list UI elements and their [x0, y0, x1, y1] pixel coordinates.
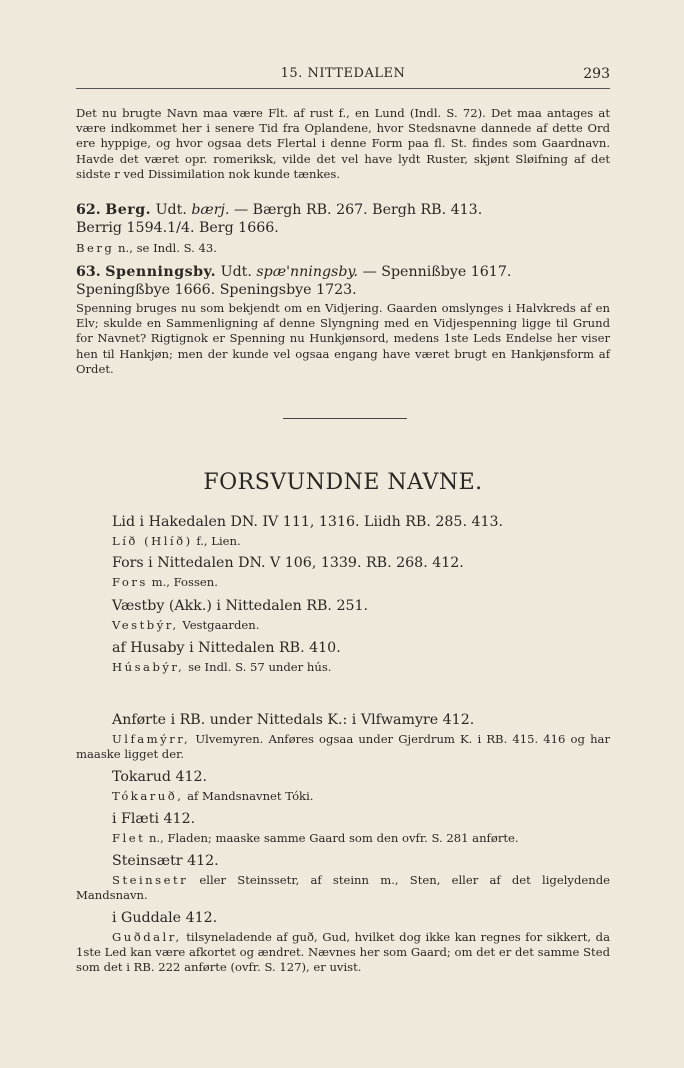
lost-name-main: Lid i Hakedalen DN. IV 111, 1316. Liidh RB. 285. 413.: [112, 514, 504, 530]
lost-name-main: Steinsætr 412.: [112, 853, 219, 869]
etymon: Húsabýr,: [112, 660, 185, 674]
etymon: Ulfamýrr,: [112, 732, 191, 746]
header-rule: [76, 88, 610, 89]
historic-forms: — Spennißbye 1617.: [362, 264, 512, 280]
etymon: Berg: [76, 241, 115, 255]
lost-name-main: Væstby (Akk.) i Nittedalen RB. 251.: [112, 598, 369, 614]
etymon: Vestbýr,: [112, 618, 179, 632]
lost-name-sub: [112, 831, 612, 846]
entry-63-heading: [76, 263, 610, 299]
etymon-note: Ulvemyren. Anføres ogsaa under Gjerdrum K. i RB. 415. 416 og har maaske ligget der.: [76, 732, 610, 761]
running-header: [76, 66, 610, 86]
etymon-note: eller Steinssetr, af steinn m., Sten, eller af det ligelydende Mandsnavn.: [76, 873, 611, 902]
lost-name-sub: [112, 575, 612, 590]
lost-name-main: Fors i Nittedalen DN. V 106, 1339. RB. 268. 412.: [112, 555, 464, 571]
etymon-note: se Indl. S. 57 under hús.: [188, 660, 332, 674]
etymon-note: Vestgaarden.: [182, 618, 260, 632]
etymon: Líð (Hlíð): [112, 534, 193, 548]
etymon: Flet: [112, 831, 146, 845]
pronunciation: spæ'nningsby.: [256, 264, 359, 280]
lost-name-sub: [112, 618, 612, 633]
historic-forms: — Bærgh RB. 267. Bergh RB. 413.: [233, 202, 483, 218]
lost-name-sub: [112, 789, 612, 804]
lost-name-sub: [76, 732, 610, 762]
lost-name-sub: [76, 930, 610, 975]
entry-63-paragraph: Spenning bruges nu som bekjendt om en Vidjering. Gaarden omslynges i Halvkreds af en Elv; skulde en Sammenligning af denne Slyngning med en Vidjespenning ligge til Grund for Navnet? Rigtignok er Spenning nu Hunkjønsord, medens 1ste Leds Endelse her viser hen til Hankjøn; men der kunde vel ogsaa engang have været brugt en Hankjønsform af Ordet.: [76, 301, 610, 376]
etymon: Steinsetr: [112, 873, 189, 887]
etymon-note: m., Fossen.: [151, 575, 218, 589]
lost-name-item: [112, 768, 612, 804]
entry-62-heading: [76, 201, 610, 237]
lost-name-item: [112, 554, 612, 590]
historic-forms-line2: Speningßbye 1666. Speningsbye 1723.: [76, 282, 357, 298]
lost-name-item: [76, 711, 610, 762]
etymon: Guðdalr,: [112, 930, 182, 944]
entry-number: 62.: [76, 202, 101, 218]
etymon: Tókaruð,: [112, 789, 184, 803]
etymon-note: n., se Indl. S. 43.: [118, 241, 217, 255]
lost-name-sub: [112, 534, 612, 549]
lost-name-sub: [112, 660, 612, 675]
lost-name-main: Anførte i RB. under Nittedals K.: i Vlfwamyre 412.: [112, 712, 475, 728]
entry-name: Spenningsby.: [105, 264, 217, 280]
lost-name-item: [112, 639, 612, 675]
page-number: 293: [583, 66, 610, 82]
etymon-note: af Mandsnavnet Tóki.: [187, 789, 314, 803]
lost-name-main: af Husaby i Nittedalen RB. 410.: [112, 640, 341, 656]
lost-name-main: Tokarud 412.: [112, 769, 208, 785]
lost-name-item: [76, 909, 610, 975]
etymon-note: n., Fladen; maaske samme Gaard som den ovfr. S. 281 anførte.: [148, 831, 519, 845]
entry-62-note: [76, 241, 610, 256]
section-divider: [283, 418, 407, 419]
lost-name-sub: [76, 873, 610, 903]
top-paragraph: Det nu brugte Navn maa være Flt. af rust f., en Lund (Indl. S. 72). Det maa antages at være indkommet her i senere Tid fra Oplandene, hvor Stedsnavne dannede af dette Ord ere hyppige, og hvor ogsaa dets Flertal i denne Form paa fl. St. findes som Gaardnavn. Havde det været opr. romeriksk, vilde det vel have lydt Ruster, skjønt Sløifning af det sidste r ved Dissimilation nok kunde tænkes.: [76, 106, 610, 181]
lost-name-item: [76, 852, 610, 903]
chapter-title: 15. NITTEDALEN: [280, 66, 406, 81]
pronunciation-label: Udt.: [155, 202, 187, 218]
pronunciation-label: Udt.: [220, 264, 252, 280]
etymon-note: tilsyneladende af guð, Gud, hvilket dog ikke kan regnes for sikkert, da 1ste Led kan være afkortet og ændret. Nævnes her som Gaard; om det er det samme Sted som det i RB. 222 anførte (ovfr. S. 127), er uvist.: [76, 930, 611, 974]
lost-name-item: [112, 810, 612, 846]
etymon-note: f., Lien.: [196, 534, 241, 548]
pronunciation: bærj.: [191, 202, 230, 218]
lost-name-item: [112, 513, 612, 549]
historic-forms-line2: Berrig 1594.1/4. Berg 1666.: [76, 220, 279, 236]
lost-name-main: i Guddale 412.: [112, 910, 218, 926]
lost-name-item: [112, 597, 612, 633]
entry-number: 63.: [76, 264, 101, 280]
entry-name: Berg.: [105, 202, 152, 218]
etymon: Fors: [112, 575, 148, 589]
section-title: FORSVUNDNE NAVNE.: [203, 470, 483, 495]
lost-name-main: i Flæti 412.: [112, 811, 196, 827]
